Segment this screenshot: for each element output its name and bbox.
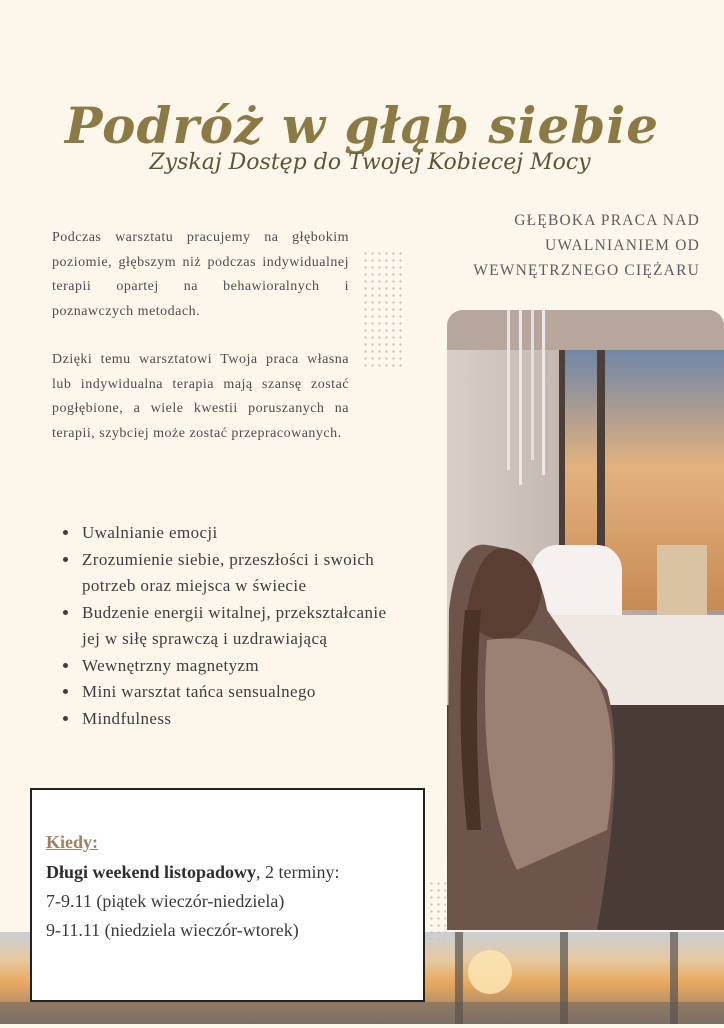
when-summary bbox=[46, 858, 416, 887]
when-rest: , 2 terminy: bbox=[256, 862, 340, 882]
list-item: • Uwalnianie emocji bbox=[80, 520, 390, 547]
dot-pattern-decoration bbox=[362, 250, 402, 368]
list-item: • Wewnętrzny magnetyzm bbox=[80, 653, 390, 680]
dot-pattern-decoration bbox=[428, 880, 446, 940]
when-label: Kiedy: bbox=[46, 832, 98, 852]
list-item: • Budzenie energii witalnej, przekształcanie jej w siłę sprawczą i uzdrawiającą bbox=[80, 600, 390, 653]
dates-info-box bbox=[30, 788, 425, 1002]
intro-text bbox=[52, 226, 349, 470]
list-item: • Zrozumienie siebie, przeszłości i swoich potrzeb oraz miejsca w świecie bbox=[80, 547, 390, 600]
date-option: 7-9.11 (piątek wieczór-niedziela) bbox=[46, 891, 285, 911]
when-details bbox=[46, 858, 416, 945]
when-bold: Długi weekend listopadowy bbox=[46, 862, 257, 882]
date-option: 9-11.11 (niedziela wieczór-wtorek) bbox=[46, 920, 299, 940]
benefits-list bbox=[60, 520, 390, 732]
intro-paragraph: Podczas warsztatu pracujemy na głębokim poziomie, głębszym niż podczas indywidualnej terapii opartej na behawioralnych i poznawczych metodach. bbox=[52, 230, 349, 319]
side-heading-line: WEWNĘTRZNEGO CIĘŻARU bbox=[473, 262, 700, 279]
side-heading bbox=[430, 208, 700, 283]
page-title: Podróż w głąb siebie bbox=[64, 95, 660, 155]
page-subtitle: Zyskaj Dostęp do Twojej Kobiecej Mocy bbox=[149, 150, 591, 175]
list-item: • Mindfulness bbox=[80, 706, 390, 733]
side-heading-line: UWALNIANIEM OD bbox=[545, 237, 700, 254]
woman-at-window-photo bbox=[447, 310, 724, 930]
intro-paragraph: Dzięki temu warsztatowi Twoja praca własna lub indywidualna terapia mają szansę zostać pogłębione, a wiele kwestii poruszanych na terapii, szybciej może zostać przepracowanych. bbox=[52, 352, 349, 441]
list-item: • Mini warsztat tańca sensualnego bbox=[80, 679, 390, 706]
side-heading-line: GŁĘBOKA PRACA NAD bbox=[514, 212, 700, 229]
